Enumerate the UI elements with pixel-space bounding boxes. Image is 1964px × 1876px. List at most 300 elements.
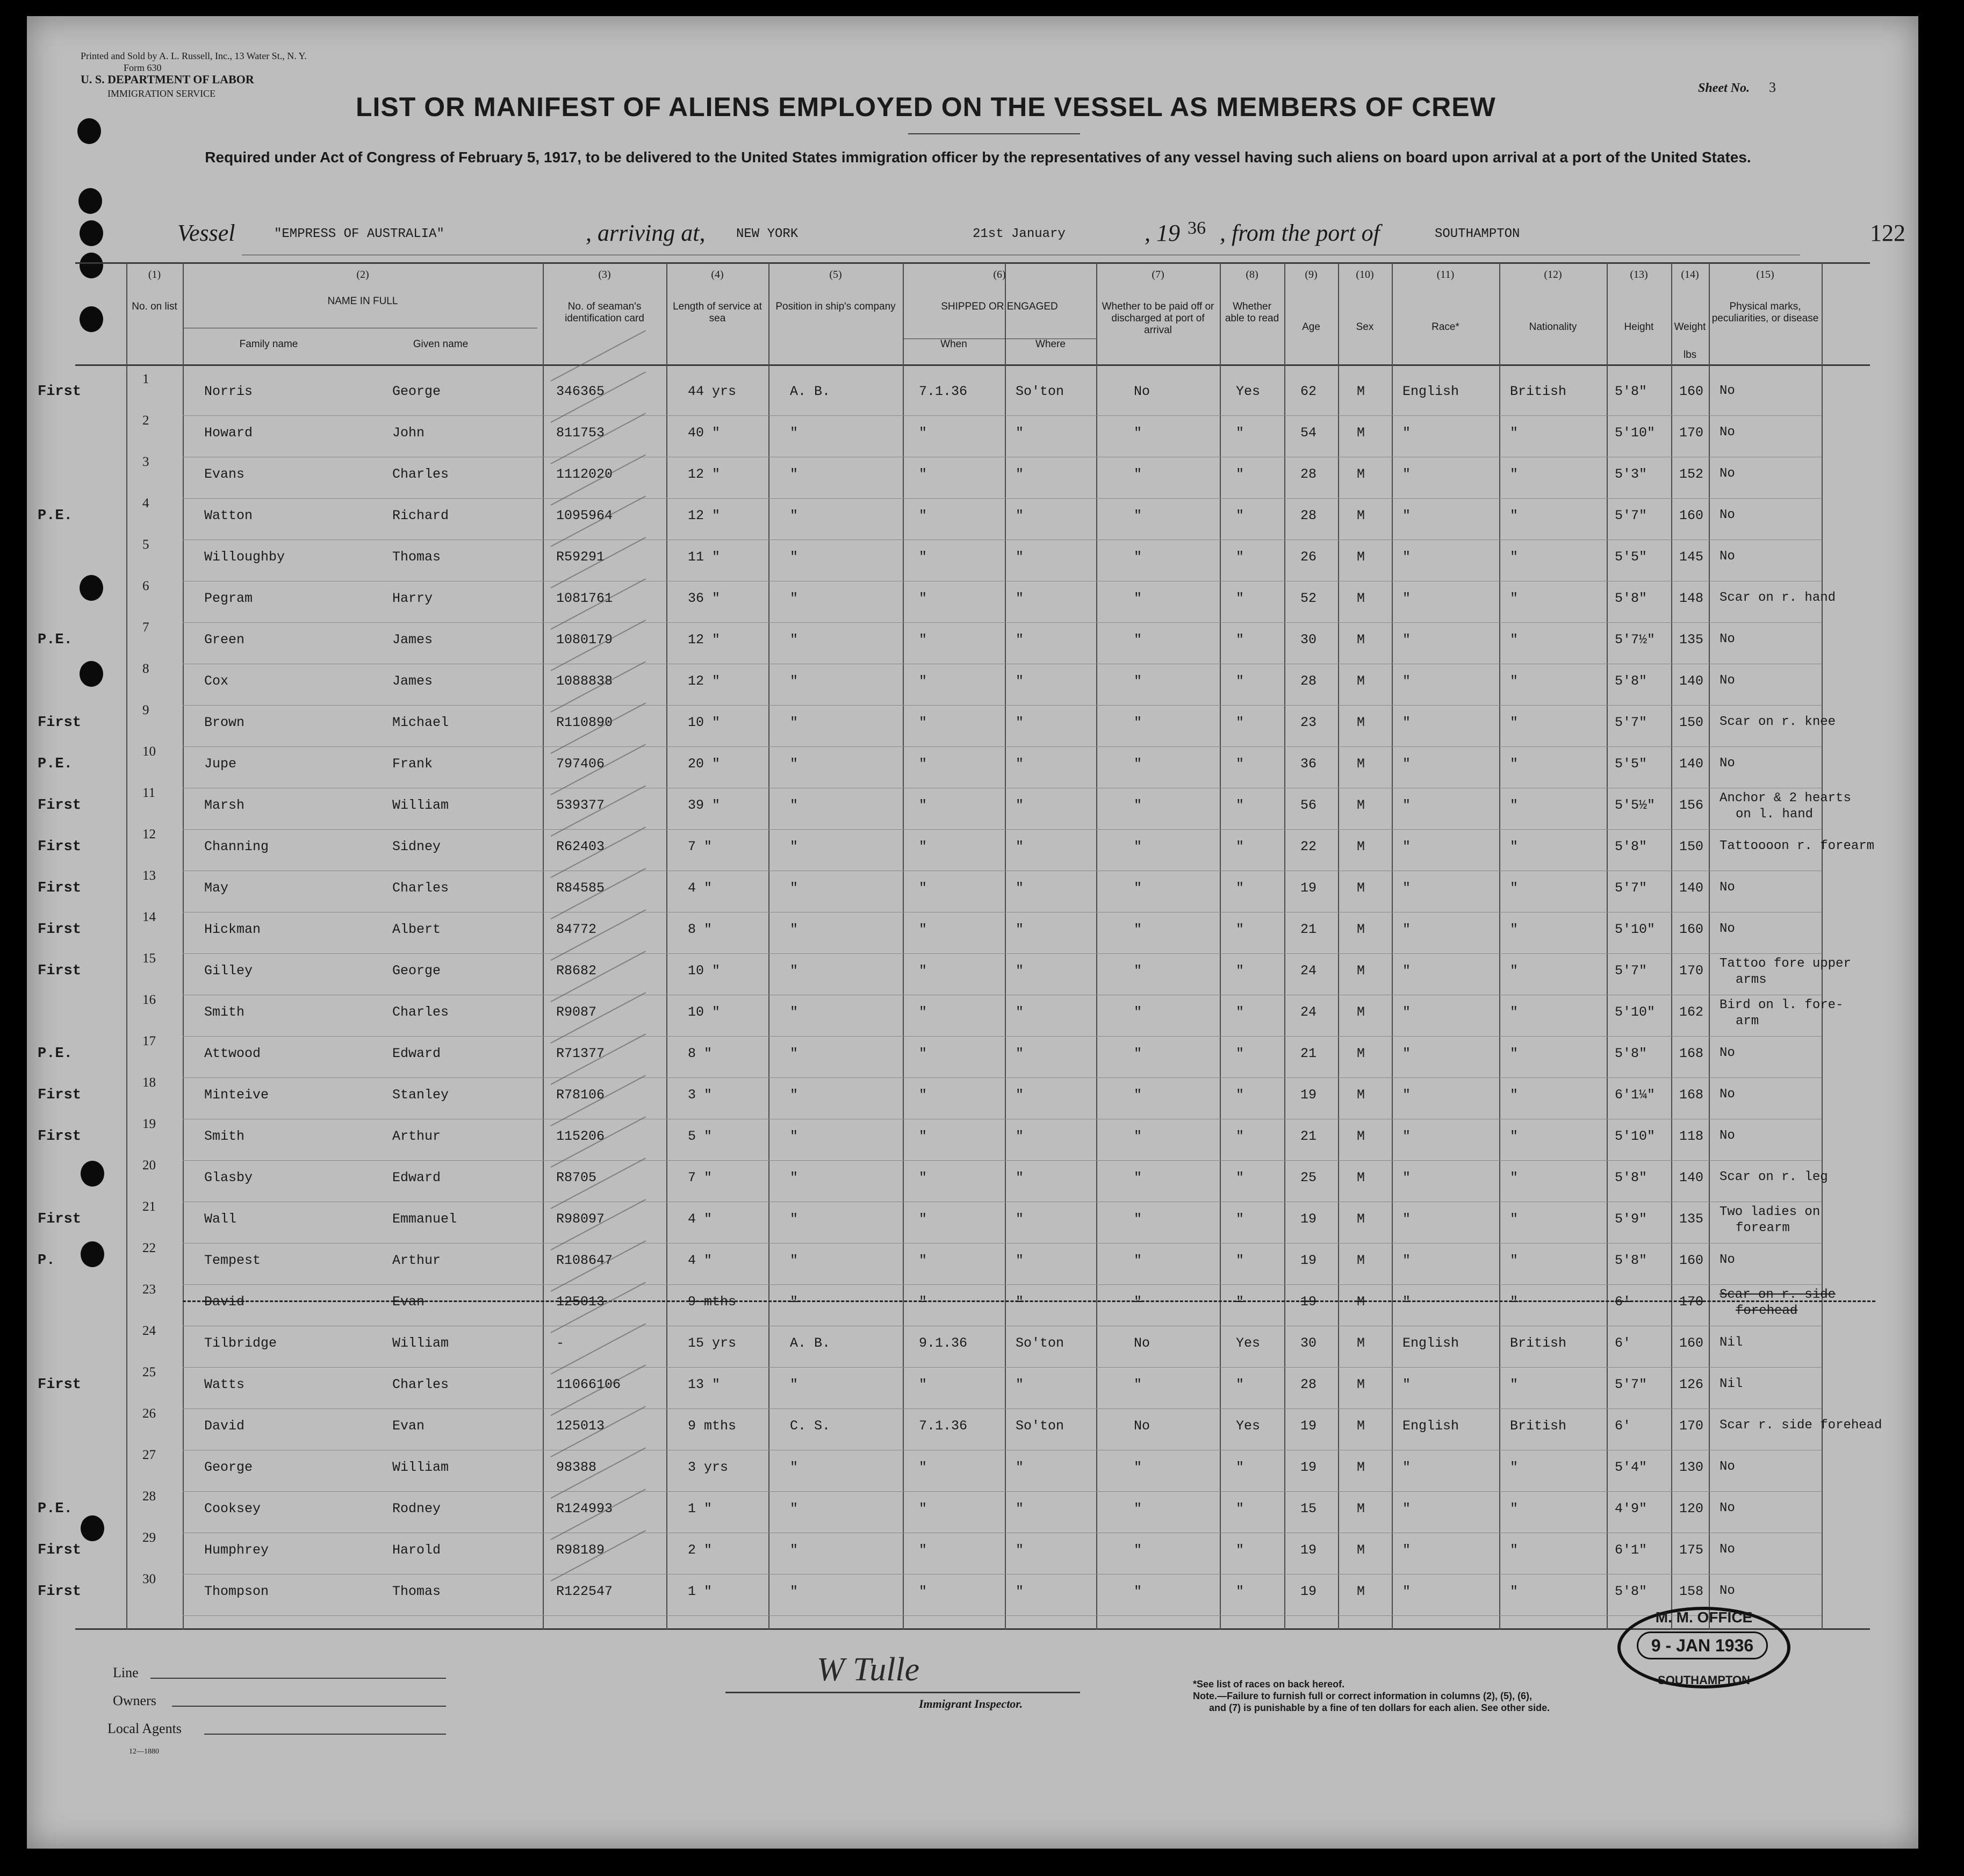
shipped-where: ": [1016, 1501, 1024, 1516]
ship-position: ": [790, 1460, 798, 1475]
ship-position: ": [790, 1129, 798, 1144]
column-subheader-c6a: When: [940, 339, 967, 350]
shipped-where: ": [1016, 1542, 1024, 1558]
ship-position: C. S.: [790, 1418, 831, 1434]
physical-marks: No: [1720, 1501, 1735, 1515]
sex: M: [1357, 673, 1365, 689]
family-name: Smith: [204, 1004, 245, 1020]
age: 21: [1300, 1046, 1317, 1061]
column-header-c4: Length of service at sea: [673, 301, 762, 324]
age: 19: [1300, 880, 1317, 896]
paid-off: ": [1134, 1211, 1142, 1227]
sex: M: [1357, 880, 1365, 896]
identification-card: 539377: [556, 797, 605, 813]
given-name: James: [392, 632, 433, 648]
sex: M: [1357, 1294, 1365, 1310]
row-annotation: First: [38, 1377, 82, 1393]
paid-off: ": [1134, 425, 1142, 441]
paid-off: ": [1134, 632, 1142, 648]
height: 5'8": [1615, 1584, 1648, 1599]
height: 6'1": [1615, 1542, 1648, 1558]
given-name: Evan: [392, 1418, 425, 1434]
nationality: ": [1510, 425, 1519, 441]
shipped-where: ": [1016, 880, 1024, 896]
able-to-read: ": [1236, 632, 1244, 648]
row-annotation: P.E.: [38, 632, 73, 648]
table-row: [27, 1489, 1918, 1534]
race: ": [1402, 963, 1411, 979]
weight: 118: [1679, 1129, 1704, 1144]
weight: 160: [1679, 384, 1704, 399]
length-of-service: 4 ": [688, 880, 713, 896]
nationality: ": [1510, 1460, 1519, 1475]
row-annotation: First: [38, 880, 82, 896]
race: ": [1402, 1004, 1411, 1020]
family-name: Cox: [204, 673, 229, 689]
ship-position: A. B.: [790, 384, 831, 399]
table-row: [27, 993, 1918, 1037]
row-number: 10: [142, 744, 156, 759]
height: 5'7½": [1615, 632, 1656, 648]
family-name: Hickman: [204, 922, 261, 937]
physical-marks-continued: forearm: [1736, 1221, 1790, 1235]
shipped-where: ": [1016, 508, 1024, 523]
given-name: Rodney: [392, 1501, 441, 1516]
family-name: Howard: [204, 425, 253, 441]
family-name: Evans: [204, 466, 245, 482]
table-row: [27, 1241, 1918, 1285]
nationality: ": [1510, 466, 1519, 482]
height: 5'10": [1615, 1004, 1656, 1020]
weight: 168: [1679, 1087, 1704, 1103]
shipped-when: ": [919, 1460, 927, 1475]
family-name: David: [204, 1418, 245, 1434]
row-rule: [183, 498, 1822, 499]
shipped-when: ": [919, 425, 927, 441]
column-header-c12: Nationality: [1529, 321, 1577, 333]
identification-card: R9087: [556, 1004, 597, 1020]
identification-card: R8705: [556, 1170, 597, 1185]
family-name: Humphrey: [204, 1542, 269, 1558]
nationality: ": [1510, 880, 1519, 896]
length-of-service: 12 ": [688, 466, 721, 482]
race: ": [1402, 1170, 1411, 1185]
identification-card: 115206: [556, 1129, 605, 1144]
given-name: Thomas: [392, 1584, 441, 1599]
row-rule: [183, 1243, 1822, 1244]
able-to-read: ": [1236, 797, 1244, 813]
age: 15: [1300, 1501, 1317, 1516]
owners-label: Owners: [113, 1693, 156, 1708]
table-row: [27, 1365, 1918, 1410]
given-name: James: [392, 673, 433, 689]
length-of-service: 10 ": [688, 963, 721, 979]
weight: 145: [1679, 549, 1704, 565]
race: English: [1402, 1418, 1459, 1434]
row-rule: [183, 1491, 1822, 1492]
column-header-c1: No. on list: [132, 301, 177, 312]
identification-card: 1080179: [556, 632, 613, 648]
physical-marks-continued: arms: [1736, 973, 1767, 987]
race: ": [1402, 1253, 1411, 1268]
shipped-when: ": [919, 1046, 927, 1061]
row-annotation: First: [38, 922, 82, 938]
shipped-when: ": [919, 632, 927, 648]
length-of-service: 5 ": [688, 1129, 713, 1144]
age: 23: [1300, 715, 1317, 730]
race: ": [1402, 466, 1411, 482]
physical-marks: Anchor & 2 hearts: [1720, 791, 1851, 806]
column-subheader-c2b: Given name: [413, 339, 469, 350]
family-name: Wall: [204, 1211, 237, 1227]
nationality: ": [1510, 1542, 1519, 1558]
length-of-service: 8 ": [688, 1046, 713, 1061]
table-row: [27, 744, 1918, 789]
physical-marks: Scar r. side forehead: [1720, 1418, 1882, 1433]
given-name: William: [392, 797, 449, 813]
footnote-penalty: Note.—Failure to furnish full or correct information in columns (2), (5), (6),: [1193, 1691, 1533, 1701]
sex: M: [1357, 1584, 1365, 1599]
race: ": [1402, 839, 1411, 854]
row-number: 25: [142, 1365, 156, 1379]
weight: 170: [1679, 1418, 1704, 1434]
shipped-when: ": [919, 1377, 927, 1392]
family-name: Green: [204, 632, 245, 648]
shipped-when: ": [919, 1170, 927, 1185]
sex: M: [1357, 425, 1365, 441]
nationality: ": [1510, 963, 1519, 979]
race: ": [1402, 1542, 1411, 1558]
length-of-service: 12 ": [688, 673, 721, 689]
nationality: British: [1510, 1335, 1567, 1351]
table-row: [27, 1117, 1918, 1161]
row-annotation: First: [38, 839, 82, 855]
shipped-when: ": [919, 756, 927, 772]
sex: M: [1357, 1129, 1365, 1144]
shipped-where: ": [1016, 425, 1024, 441]
length-of-service: 4 ": [688, 1211, 713, 1227]
able-to-read: ": [1236, 1253, 1244, 1268]
sex: M: [1357, 1211, 1365, 1227]
shipped-when: ": [919, 1129, 927, 1144]
length-of-service: 1 ": [688, 1584, 713, 1599]
row-rule: [183, 415, 1822, 416]
identification-card: R8682: [556, 963, 597, 979]
row-number: 27: [142, 1448, 156, 1462]
able-to-read: ": [1236, 425, 1244, 441]
length-of-service: 10 ": [688, 715, 721, 730]
given-name: Harold: [392, 1542, 441, 1558]
height: 6': [1615, 1335, 1631, 1351]
weight: 150: [1679, 715, 1704, 730]
length-of-service: 3 yrs: [688, 1460, 729, 1475]
physical-marks: Scar on r. hand: [1720, 591, 1836, 605]
age: 28: [1300, 508, 1317, 523]
row-annotation: First: [38, 1211, 82, 1227]
row-number: 3: [142, 455, 149, 469]
ship-position: ": [790, 1584, 798, 1599]
family-name: Gilley: [204, 963, 253, 979]
physical-marks: No: [1720, 508, 1735, 522]
family-name: Brown: [204, 715, 245, 730]
physical-marks: No: [1720, 922, 1735, 936]
table-row: [27, 620, 1918, 665]
shipped-where: ": [1016, 673, 1024, 689]
ship-position: ": [790, 673, 798, 689]
able-to-read: ": [1236, 1211, 1244, 1227]
shipped-when: 9.1.36: [919, 1335, 968, 1351]
weight: 135: [1679, 632, 1704, 648]
sex: M: [1357, 1253, 1365, 1268]
column-number-c2: (2): [356, 269, 369, 281]
able-to-read: ": [1236, 1584, 1244, 1599]
height: 5'9": [1615, 1211, 1648, 1227]
column-number-c12: (12): [1544, 269, 1562, 281]
shipped-where: ": [1016, 1087, 1024, 1103]
ship-position: A. B.: [790, 1335, 831, 1351]
ship-position: ": [790, 1004, 798, 1020]
height: 5'8": [1615, 591, 1648, 606]
sex: M: [1357, 756, 1365, 772]
identification-card: 1095964: [556, 508, 613, 523]
table-row: [27, 662, 1918, 706]
punch-hole: [80, 253, 103, 278]
shipped-where: ": [1016, 591, 1024, 606]
ship-position: ": [790, 797, 798, 813]
inspector-label: Immigrant Inspector.: [919, 1697, 1023, 1710]
shipped-where: ": [1016, 1460, 1024, 1475]
paid-off: ": [1134, 1460, 1142, 1475]
paid-off: ": [1134, 673, 1142, 689]
shipped-when: ": [919, 1087, 927, 1103]
line-field: [150, 1678, 446, 1679]
row-annotation: First: [38, 1129, 82, 1145]
physical-marks: No: [1720, 1584, 1735, 1598]
owners-field: [172, 1706, 446, 1707]
nationality: ": [1510, 1584, 1519, 1599]
able-to-read: ": [1236, 1542, 1244, 1558]
physical-marks: Nil: [1720, 1335, 1743, 1350]
table-row: [27, 1199, 1918, 1244]
line-label: Line: [113, 1665, 139, 1680]
row-number: 20: [142, 1158, 156, 1173]
paid-off: ": [1134, 1129, 1142, 1144]
age: 54: [1300, 425, 1317, 441]
table-row: [27, 827, 1918, 872]
shipped-where: So'ton: [1016, 1418, 1064, 1434]
length-of-service: 9 mths: [688, 1294, 737, 1310]
sheet-number: 3: [1769, 80, 1776, 95]
able-to-read: ": [1236, 1129, 1244, 1144]
physical-marks-continued: arm: [1736, 1014, 1759, 1029]
height: 5'8": [1615, 839, 1648, 854]
table-row: [27, 1034, 1918, 1079]
height: 4'9": [1615, 1501, 1648, 1516]
given-name: Sidney: [392, 839, 441, 854]
shipped-when: ": [919, 549, 927, 565]
height: 5'10": [1615, 425, 1656, 441]
physical-marks: No: [1720, 466, 1735, 481]
age: 21: [1300, 922, 1317, 937]
paid-off: ": [1134, 549, 1142, 565]
table-row: [27, 1406, 1918, 1451]
race: ": [1402, 715, 1411, 730]
weight: 170: [1679, 425, 1704, 441]
table-row: [27, 1324, 1918, 1368]
physical-marks: No: [1720, 425, 1735, 440]
arrival-port: NEW YORK: [736, 227, 798, 241]
column-number-c15: (15): [1756, 269, 1774, 281]
table-row: [27, 1448, 1918, 1492]
able-to-read: Yes: [1236, 1335, 1261, 1351]
age: 30: [1300, 1335, 1317, 1351]
row-annotation: First: [38, 1584, 82, 1600]
column-number-c10: (10): [1356, 269, 1374, 281]
shipped-when: ": [919, 922, 927, 937]
row-rule: [183, 1367, 1822, 1368]
age: 19: [1300, 1460, 1317, 1475]
paid-off: ": [1134, 1087, 1142, 1103]
able-to-read: Yes: [1236, 384, 1261, 399]
nationality: ": [1510, 756, 1519, 772]
nationality: ": [1510, 1087, 1519, 1103]
race: ": [1402, 880, 1411, 896]
age: 30: [1300, 632, 1317, 648]
ship-position: ": [790, 425, 798, 441]
identification-card: 1112020: [556, 466, 613, 482]
ship-position: ": [790, 1542, 798, 1558]
age: 36: [1300, 756, 1317, 772]
height: 5'8": [1615, 1253, 1648, 1268]
physical-marks: Scar on r. leg: [1720, 1170, 1828, 1184]
length-of-service: 11 ": [688, 549, 721, 565]
row-annotation: First: [38, 384, 82, 400]
row-number: 17: [142, 1034, 156, 1048]
table-row: [27, 1075, 1918, 1120]
length-of-service: 7 ": [688, 1170, 713, 1185]
age: 19: [1300, 1542, 1317, 1558]
family-name: Willoughby: [204, 549, 285, 565]
weight: 170: [1679, 963, 1704, 979]
length-of-service: 15 yrs: [688, 1335, 737, 1351]
height: 5'8": [1615, 384, 1648, 399]
shipped-where: So'ton: [1016, 384, 1064, 399]
ship-position: ": [790, 1087, 798, 1103]
race: ": [1402, 922, 1411, 937]
sex: M: [1357, 1418, 1365, 1434]
physical-marks: No: [1720, 632, 1735, 646]
given-name: Emmanuel: [392, 1211, 457, 1227]
sex: M: [1357, 1377, 1365, 1392]
nationality: ": [1510, 1377, 1519, 1392]
row-number: 4: [142, 496, 149, 511]
length-of-service: 4 ": [688, 1253, 713, 1268]
shipped-where: ": [1016, 1584, 1024, 1599]
physical-marks: No: [1720, 384, 1735, 398]
weight: 140: [1679, 880, 1704, 896]
vessel-name: "EMPRESS OF AUSTRALIA": [274, 227, 444, 241]
nationality: ": [1510, 922, 1519, 937]
age: 19: [1300, 1087, 1317, 1103]
column-header-c5: Position in ship's company: [775, 301, 896, 312]
shipped-where: ": [1016, 922, 1024, 937]
able-to-read: ": [1236, 922, 1244, 937]
able-to-read: ": [1236, 508, 1244, 523]
shipped-when: 7.1.36: [919, 384, 968, 399]
row-annotation: P.E.: [38, 508, 73, 524]
table-row: [27, 703, 1918, 747]
column-header-c11: Race*: [1431, 321, 1459, 333]
given-name: Charles: [392, 466, 449, 482]
weight: 175: [1679, 1542, 1704, 1558]
shipped-where: ": [1016, 1211, 1024, 1227]
inspector-signature: W Tulle: [817, 1651, 920, 1688]
given-name: William: [392, 1460, 449, 1475]
physical-marks: Two ladies on: [1720, 1205, 1821, 1219]
physical-marks: No: [1720, 549, 1735, 564]
able-to-read: ": [1236, 715, 1244, 730]
shipped-where: ": [1016, 1170, 1024, 1185]
nationality: ": [1510, 591, 1519, 606]
sex: M: [1357, 715, 1365, 730]
weight: 156: [1679, 797, 1704, 813]
column-header-c15: Physical marks, peculiarities, or disease: [1711, 301, 1819, 324]
table-row: [27, 910, 1918, 954]
identification-card: -: [556, 1335, 565, 1351]
shipped-when: ": [919, 963, 927, 979]
sex: M: [1357, 963, 1365, 979]
column-header-c3: No. of seaman's identification card: [565, 301, 644, 324]
nationality: British: [1510, 1418, 1567, 1434]
column-number-c6: (6): [993, 269, 1006, 281]
given-name: John: [392, 425, 425, 441]
weight: 160: [1679, 1335, 1704, 1351]
form-number: Form 630: [124, 62, 162, 73]
arrival-date: 21st January: [973, 227, 1066, 241]
departure-port: SOUTHAMPTON: [1435, 227, 1520, 241]
column-number-c7: (7): [1152, 269, 1164, 281]
row-number: 18: [142, 1075, 156, 1090]
row-annotation: First: [38, 963, 82, 979]
height: 5'3": [1615, 466, 1648, 482]
height: 5'10": [1615, 922, 1656, 937]
shipped-where: ": [1016, 1129, 1024, 1144]
identification-card: R84585: [556, 880, 605, 896]
age: 19: [1300, 1253, 1317, 1268]
age: 56: [1300, 797, 1317, 813]
family-name: Pegram: [204, 591, 253, 606]
column-number-c1: (1): [148, 269, 161, 281]
column-subheader-c2a: Family name: [239, 339, 298, 350]
paid-off: ": [1134, 591, 1142, 606]
race: ": [1402, 1460, 1411, 1475]
column-subheader-c14_unit: lbs: [1683, 349, 1697, 361]
column-number-c11: (11): [1436, 269, 1455, 281]
shipped-where: ": [1016, 756, 1024, 772]
family-name: Norris: [204, 384, 253, 399]
identification-card: 84772: [556, 922, 597, 937]
sex: M: [1357, 839, 1365, 854]
height: 6'1¼": [1615, 1087, 1656, 1103]
shipped-where: ": [1016, 549, 1024, 565]
column-header-c10: Sex: [1356, 321, 1374, 333]
able-to-read: ": [1236, 1460, 1244, 1475]
race: ": [1402, 1087, 1411, 1103]
race: ": [1402, 1377, 1411, 1392]
length-of-service: 36 ": [688, 591, 721, 606]
age: 24: [1300, 1004, 1317, 1020]
ship-position: ": [790, 632, 798, 648]
